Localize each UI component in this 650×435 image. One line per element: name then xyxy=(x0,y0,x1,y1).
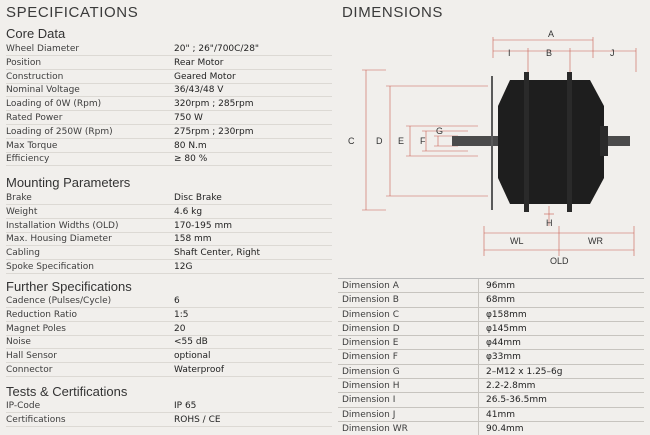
table-row xyxy=(338,350,644,364)
dimension-label: Dimension J xyxy=(342,409,396,420)
dimension-value: 2.2-2.8mm xyxy=(486,381,536,392)
spec-label: Certifications xyxy=(6,414,66,425)
spec-label: IP-Code xyxy=(6,401,41,411)
spec-label: Hall Sensor xyxy=(6,351,57,362)
dimension-value: φ145mm xyxy=(486,323,527,334)
dim-label-h: H xyxy=(546,218,553,228)
spec-value: Rear Motor xyxy=(174,57,224,68)
dim-label-j: J xyxy=(610,48,615,58)
spec-value: <55 dB xyxy=(174,337,208,348)
spec-row xyxy=(6,84,332,97)
dim-label-d: D xyxy=(376,136,383,146)
spec-value: 12G xyxy=(174,262,193,272)
dimension-label: Dimension I xyxy=(342,395,396,406)
column-divider xyxy=(478,408,479,421)
dimension-label: Dimension B xyxy=(342,295,399,306)
dimension-label: Dimension D xyxy=(342,323,400,334)
dimension-value: 41mm xyxy=(486,409,515,420)
column-divider xyxy=(478,379,479,392)
spec-value: Waterproof xyxy=(174,365,225,375)
spec-value: 36/43/48 V xyxy=(174,85,224,96)
spec-row xyxy=(6,43,332,56)
column-divider xyxy=(478,336,479,349)
table-row xyxy=(338,322,644,336)
spec-label: Max. Housing Diameter xyxy=(6,234,112,245)
column-divider xyxy=(478,350,479,363)
table-row xyxy=(338,393,644,407)
dimensions-heading: DIMENSIONS xyxy=(342,4,444,21)
spec-value: ≥ 80 % xyxy=(174,154,208,165)
dim-label-f: F xyxy=(420,136,426,146)
spec-row xyxy=(6,112,332,125)
column-divider xyxy=(478,365,479,378)
spec-label: Efficiency xyxy=(6,154,50,165)
dim-label-wl: WL xyxy=(510,236,524,246)
spec-value: 20 xyxy=(174,323,186,334)
spec-label: Installation Widths (OLD) xyxy=(6,220,119,231)
spec-row xyxy=(6,247,332,260)
spec-label: Weight xyxy=(6,206,38,217)
spec-label: Wheel Diameter xyxy=(6,44,80,54)
dim-label-a: A xyxy=(548,29,555,39)
spec-row xyxy=(6,57,332,70)
table-row xyxy=(338,408,644,422)
dimension-label: Dimension A xyxy=(342,281,399,291)
table-row xyxy=(338,379,644,393)
table-row xyxy=(338,365,644,379)
spec-value: 80 N.m xyxy=(174,140,207,151)
column-divider xyxy=(478,279,479,292)
spec-label: Cabling xyxy=(6,248,40,259)
spec-value: optional xyxy=(174,351,211,362)
spec-label: Spoke Specification xyxy=(6,262,95,272)
spec-label: Max Torque xyxy=(6,140,58,151)
table-row xyxy=(338,293,644,307)
spec-row xyxy=(6,414,332,427)
column-divider xyxy=(478,422,479,435)
spec-label: Construction xyxy=(6,71,64,82)
further-specifications-title: Further Specifications xyxy=(6,279,132,294)
spec-label: Loading of 250W (Rpm) xyxy=(6,126,113,137)
dim-label-i: I xyxy=(508,48,511,58)
spec-label: Nominal Voltage xyxy=(6,85,80,96)
spec-label: Reduction Ratio xyxy=(6,309,77,320)
spec-value: ROHS / CE xyxy=(174,414,221,425)
dimension-label: Dimension WR xyxy=(342,423,408,434)
spec-value: 320rpm ; 285rpm xyxy=(174,99,254,110)
column-divider xyxy=(478,293,479,306)
hub-motor-dimension-diagram xyxy=(338,28,644,273)
spec-value: 275rpm ; 230rpm xyxy=(174,126,254,137)
tests-certifications-title: Tests & Certifications xyxy=(6,384,128,399)
spec-row xyxy=(6,153,332,166)
spec-row xyxy=(6,364,332,377)
dim-label-c: C xyxy=(348,136,355,146)
core-data-title: Core Data xyxy=(6,26,66,41)
spec-label: Loading of 0W (Rpm) xyxy=(6,99,102,110)
spec-label: Connector xyxy=(6,365,53,375)
spec-value: 1:5 xyxy=(174,309,189,320)
dim-label-e: E xyxy=(398,136,405,146)
dimension-value: 96mm xyxy=(486,281,515,291)
spec-row xyxy=(6,126,332,139)
spec-value: Geared Motor xyxy=(174,71,236,82)
spec-label: Cadence (Pulses/Cycle) xyxy=(6,296,112,306)
spec-row xyxy=(6,261,332,274)
spec-row xyxy=(6,350,332,363)
spec-row xyxy=(6,206,332,219)
spec-row xyxy=(6,220,332,233)
dimension-label: Dimension H xyxy=(342,381,400,392)
table-row xyxy=(338,336,644,350)
dimension-value: 90.4mm xyxy=(486,423,524,434)
spec-label: Magnet Poles xyxy=(6,323,66,334)
spec-value: IP 65 xyxy=(174,401,197,411)
spec-value: Shaft Center, Right xyxy=(174,248,261,259)
dimension-value: 26.5-36.5mm xyxy=(486,395,547,406)
dim-label-b: B xyxy=(546,48,553,58)
table-row xyxy=(338,308,644,322)
spec-label: Noise xyxy=(6,337,31,348)
column-divider xyxy=(478,393,479,406)
specifications-heading: SPECIFICATIONS xyxy=(6,4,139,21)
spec-row xyxy=(6,140,332,153)
dimension-label: Dimension G xyxy=(342,366,400,377)
column-divider xyxy=(478,308,479,321)
spec-row xyxy=(6,400,332,413)
spec-value: 20" ; 26"/700C/28" xyxy=(174,44,260,54)
spec-label: Position xyxy=(6,57,42,68)
dimension-label: Dimension C xyxy=(342,309,399,320)
dimension-value: 2–M12 x 1.25–6g xyxy=(486,366,563,377)
dim-label-old: OLD xyxy=(550,256,569,266)
dimension-value: φ33mm xyxy=(486,352,521,363)
spec-value: 170-195 mm xyxy=(174,220,232,231)
dim-label-g: G xyxy=(436,126,444,136)
spec-value: 6 xyxy=(174,296,180,306)
spec-value: 4.6 kg xyxy=(174,206,203,217)
column-divider xyxy=(478,322,479,335)
dimension-label: Dimension F xyxy=(342,352,398,363)
spec-value: 158 mm xyxy=(174,234,212,245)
spec-row xyxy=(6,233,332,246)
spec-row xyxy=(6,192,332,205)
spec-row xyxy=(6,98,332,111)
dimensions-table xyxy=(338,278,644,435)
dimension-value: φ44mm xyxy=(486,338,521,349)
spec-label: Brake xyxy=(6,193,32,203)
spec-row xyxy=(6,336,332,349)
spec-row xyxy=(6,71,332,84)
spec-row xyxy=(6,309,332,322)
spec-value: 750 W xyxy=(174,113,203,123)
mounting-parameters-title: Mounting Parameters xyxy=(6,175,131,190)
spec-row xyxy=(6,295,332,308)
table-row xyxy=(338,422,644,435)
dimension-label: Dimension E xyxy=(342,338,399,349)
dimension-value: 68mm xyxy=(486,295,515,306)
spec-row xyxy=(6,323,332,336)
dimension-value: φ158mm xyxy=(486,309,527,320)
spec-value: Disc Brake xyxy=(174,193,222,203)
spec-label: Rated Power xyxy=(6,113,63,123)
dim-label-wr: WR xyxy=(588,236,603,246)
table-row xyxy=(338,279,644,293)
